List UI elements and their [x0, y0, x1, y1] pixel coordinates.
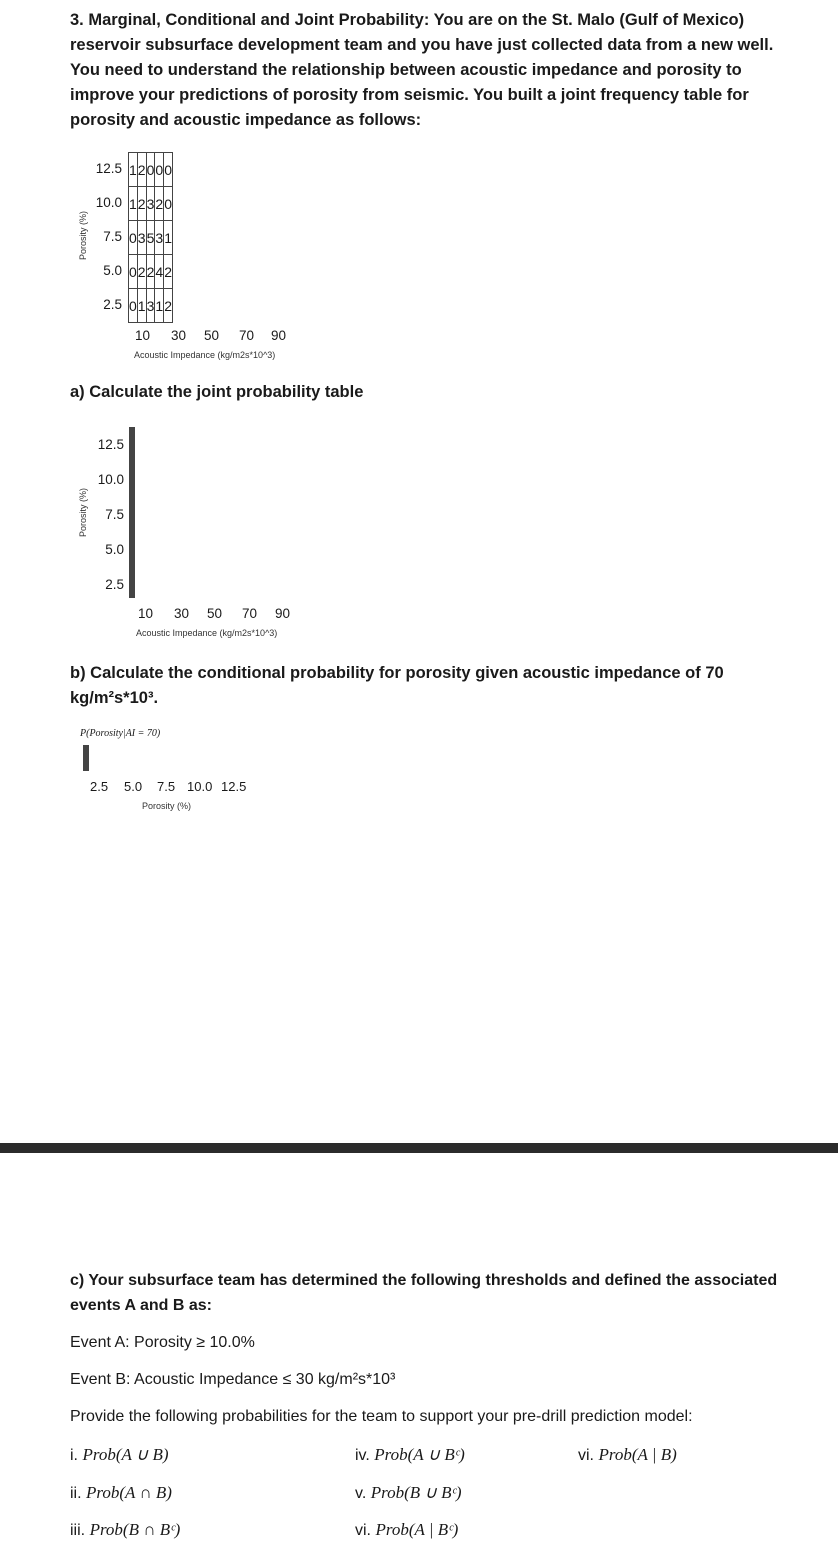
- conditional-cell[interactable]: [88, 746, 89, 771]
- freq-cell: 0: [155, 153, 164, 187]
- table-row: [130, 496, 135, 530]
- item-i: [70, 1444, 169, 1467]
- item-expression: Prob(A | Bᶜ): [375, 1520, 459, 1539]
- item-vi-a: [578, 1444, 677, 1467]
- freq-cell: 0: [129, 289, 138, 323]
- freq-cell: 2: [164, 289, 173, 323]
- freq-cell: 5: [146, 221, 155, 255]
- freq-y-label: 7.5: [103, 229, 122, 244]
- freq-cell: 2: [146, 255, 155, 289]
- joint-x-label: 10: [138, 606, 154, 621]
- item-label: iv.: [355, 1447, 370, 1464]
- freq-cell: 3: [137, 221, 146, 255]
- freq-x-label: 50: [204, 328, 220, 343]
- freq-cell: 1: [129, 153, 138, 187]
- item-expression: Prob(B ∪ Bᶜ): [370, 1483, 462, 1502]
- freq-y-label: 2.5: [103, 297, 122, 312]
- freq-x-label: 90: [271, 328, 287, 343]
- freq-cell: 1: [164, 221, 173, 255]
- conditional-x-label: 7.5: [157, 779, 176, 794]
- joint-y-label: 7.5: [105, 507, 124, 522]
- freq-cell: 2: [137, 187, 146, 221]
- question-intro: 3. Marginal, Conditional and Joint Probability: You are on the St. Malo (Gulf of Mexico) reservoir subsurface development team and you have just collected data from a new well. You need to understand the relationship between acoustic impedance and porosity to improve your predictions of porosity from seismic. You built a joint frequency table for porosity and acoustic impedance as follows:: [70, 11, 774, 129]
- freq-cell: 1: [137, 289, 146, 323]
- joint-y-labels: [84, 427, 124, 602]
- freq-cell: 1: [155, 289, 164, 323]
- freq-cell: 1: [129, 187, 138, 221]
- freq-x-axis-title: Acoustic Impedance (kg/m2s*10^3): [134, 350, 276, 360]
- joint-x-label: 30: [174, 606, 190, 621]
- table-row: [130, 564, 135, 598]
- freq-y-label: 12.5: [95, 161, 122, 176]
- freq-cell: 2: [155, 187, 164, 221]
- freq-cell: 2: [164, 255, 173, 289]
- table-row: [130, 462, 135, 496]
- item-expression: Prob(A | B): [598, 1445, 677, 1464]
- conditional-x-axis-title: Porosity (%): [142, 801, 192, 811]
- freq-y-labels: [82, 152, 122, 322]
- page-divider: [0, 1143, 838, 1153]
- event-b: Event B: Acoustic Impedance ≤ 30 kg/m²s*10³: [70, 1371, 396, 1388]
- freq-table: [128, 152, 173, 323]
- freq-y-axis-title: Porosity (%): [78, 210, 88, 260]
- joint-y-label: 12.5: [97, 437, 124, 452]
- table-row: [130, 428, 135, 462]
- event-a: Event A: Porosity ≥ 10.0%: [70, 1334, 255, 1351]
- conditional-x-label: 12.5: [221, 779, 247, 794]
- item-ii: [70, 1482, 172, 1505]
- item-label: ii.: [70, 1485, 82, 1502]
- table-row: [84, 746, 89, 771]
- conditional-x-label: 5.0: [124, 779, 143, 794]
- joint-cell[interactable]: [134, 530, 135, 564]
- freq-cell: 2: [137, 153, 146, 187]
- joint-cell[interactable]: [134, 428, 135, 462]
- item-expression: Prob(A ∩ B): [86, 1483, 172, 1502]
- instruction-text: Provide the following probabilities for the team to support your pre-drill prediction model:: [70, 1408, 693, 1425]
- freq-y-label: 5.0: [103, 263, 122, 278]
- freq-cell: 3: [146, 187, 155, 221]
- joint-y-label: 10.0: [97, 472, 124, 487]
- freq-x-label: 70: [239, 328, 255, 343]
- freq-cell: 3: [146, 289, 155, 323]
- joint-prob-table: [129, 427, 135, 598]
- joint-x-label: 90: [275, 606, 291, 621]
- freq-y-label: 10.0: [95, 195, 122, 210]
- item-v: [355, 1482, 462, 1505]
- item-label: vi.: [355, 1522, 371, 1539]
- joint-cell[interactable]: [134, 564, 135, 598]
- joint-x-label: 70: [242, 606, 258, 621]
- freq-cell: 0: [164, 187, 173, 221]
- freq-cell: 0: [146, 153, 155, 187]
- part-b-heading-line1: b) Calculate the conditional probability for porosity given acoustic impedance of 70: [70, 664, 724, 682]
- table-row: [129, 221, 173, 255]
- item-expression: Prob(A ∪ B): [82, 1445, 169, 1464]
- item-label: i.: [70, 1447, 78, 1464]
- joint-x-axis-title: Acoustic Impedance (kg/m2s*10^3): [136, 628, 278, 638]
- joint-y-label: 2.5: [105, 577, 124, 592]
- freq-x-label: 30: [171, 328, 187, 343]
- freq-cell: 0: [129, 255, 138, 289]
- item-iii: [70, 1519, 180, 1542]
- conditional-x-label: 10.0: [187, 779, 213, 794]
- freq-cell: 3: [155, 221, 164, 255]
- item-expression: Prob(B ∩ Bᶜ): [89, 1520, 181, 1539]
- joint-y-axis-title: Porosity (%): [78, 487, 88, 537]
- table-row: [129, 289, 173, 323]
- freq-cell: 2: [137, 255, 146, 289]
- table-row: [129, 187, 173, 221]
- part-b-heading-line2: kg/m²s*10³.: [70, 689, 159, 707]
- joint-cell[interactable]: [134, 496, 135, 530]
- item-label: iii.: [70, 1522, 86, 1539]
- freq-cell: 4: [155, 255, 164, 289]
- table-row: [129, 153, 173, 187]
- item-vi-b: [355, 1519, 458, 1542]
- freq-cell: 0: [164, 153, 173, 187]
- item-label: v.: [355, 1485, 367, 1502]
- table-row: [130, 530, 135, 564]
- part-a-heading: a) Calculate the joint probability table: [70, 383, 364, 401]
- conditional-prob-table: [83, 745, 89, 771]
- conditional-x-label: 2.5: [90, 779, 109, 794]
- joint-y-label: 5.0: [105, 542, 124, 557]
- freq-x-label: 10: [135, 328, 151, 343]
- item-expression: Prob(A ∪ Bᶜ): [374, 1445, 465, 1464]
- item-label: vi.: [578, 1447, 594, 1464]
- item-iv: [355, 1444, 465, 1467]
- part-c-heading-line1: c) Your subsurface team has determined the following thresholds and defined the associated: [70, 1272, 778, 1289]
- part-c-heading-line2: events A and B as:: [70, 1297, 212, 1314]
- conditional-table-title: P(Porosity|AI = 70): [80, 728, 161, 739]
- table-row: [129, 255, 173, 289]
- joint-x-label: 50: [207, 606, 223, 621]
- joint-cell[interactable]: [134, 462, 135, 496]
- freq-cell: 0: [129, 221, 138, 255]
